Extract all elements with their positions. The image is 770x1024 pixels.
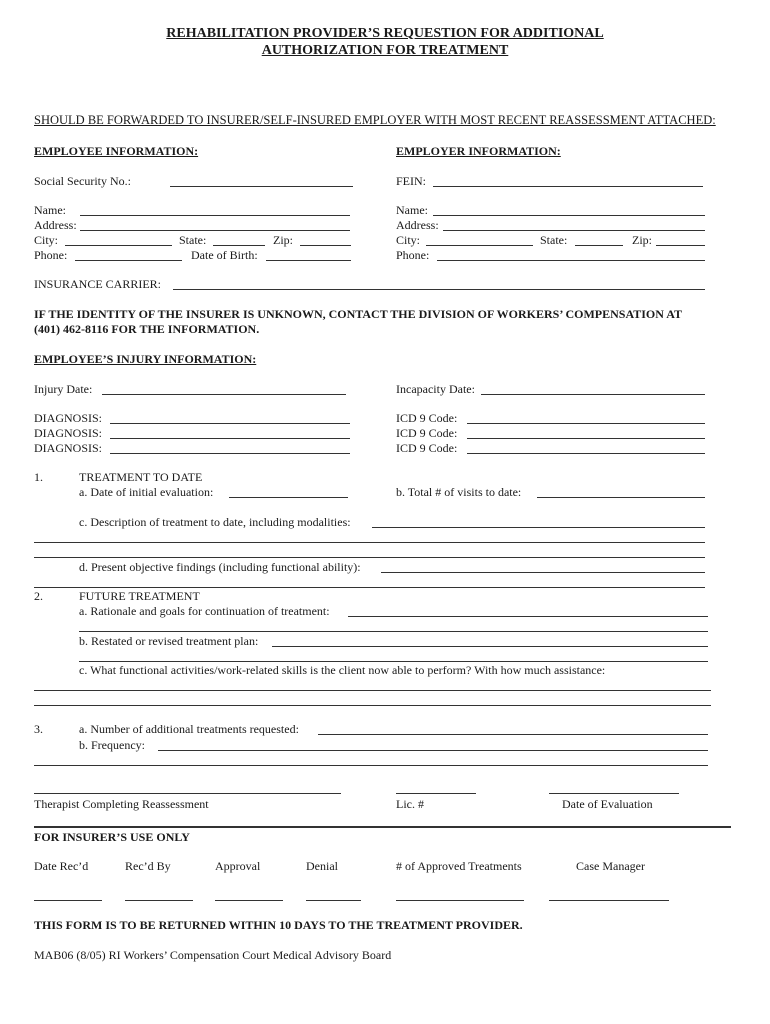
objective-findings-field-1[interactable] [381, 572, 705, 573]
section-2-number: 2. [34, 589, 43, 603]
frequency-field-2[interactable] [34, 765, 708, 766]
employee-state-field[interactable] [213, 245, 265, 246]
recd-by-label: Rec’d By [125, 859, 171, 873]
employee-info-heading: EMPLOYEE INFORMATION: [34, 144, 199, 158]
section-3-number: 3. [34, 722, 43, 736]
frequency-field-1[interactable] [158, 750, 708, 751]
employer-zip-label: Zip: [632, 233, 652, 247]
employee-name-label: Name: [34, 203, 66, 217]
employer-info-heading: EMPLOYER INFORMATION: [396, 144, 561, 158]
employer-address-field[interactable] [443, 230, 705, 231]
icd-field-1[interactable] [467, 423, 705, 424]
employee-zip-label: Zip: [273, 233, 293, 247]
icd-field-3[interactable] [467, 453, 705, 454]
treatment-description-field-3[interactable] [34, 557, 705, 558]
diagnosis-field-3[interactable] [110, 453, 350, 454]
injury-date-label: Injury Date: [34, 382, 93, 396]
total-visits-label: b. Total # of visits to date: [396, 485, 522, 499]
insurer-unknown-notice-line2: (401) 462-8116 FOR THE INFORMATION. [34, 322, 260, 336]
insurance-carrier-field[interactable] [173, 289, 705, 290]
functional-activities-label: c. What functional activities/work-related skills is the client now able to perform? With how much assistance: [79, 663, 606, 677]
incapacity-date-label: Incapacity Date: [396, 382, 475, 396]
employer-state-field[interactable] [575, 245, 623, 246]
recd-by-field[interactable] [125, 900, 193, 901]
therapist-label: Therapist Completing Reassessment [34, 797, 209, 811]
employer-city-label: City: [396, 233, 421, 247]
employee-zip-field[interactable] [300, 245, 351, 246]
diagnosis-field-1[interactable] [110, 423, 350, 424]
icd-label-3: ICD 9 Code: [396, 441, 458, 455]
initial-evaluation-label: a. Date of initial evaluation: [79, 485, 214, 499]
denial-field[interactable] [306, 900, 361, 901]
employee-state-label: State: [179, 233, 207, 247]
icd-field-2[interactable] [467, 438, 705, 439]
license-label: Lic. # [396, 797, 424, 811]
icd-label-2: ICD 9 Code: [396, 426, 458, 440]
rationale-goals-field-1[interactable] [348, 616, 708, 617]
employee-phone-field[interactable] [75, 260, 182, 261]
functional-activities-field-2[interactable] [34, 705, 711, 706]
treatment-plan-field-1[interactable] [272, 646, 708, 647]
treatment-plan-label: b. Restated or revised treatment plan: [79, 634, 259, 648]
icd-label-1: ICD 9 Code: [396, 411, 458, 425]
functional-activities-field-1[interactable] [34, 690, 711, 691]
treatment-description-field-2[interactable] [34, 542, 705, 543]
diagnosis-label-2: DIAGNOSIS: [34, 426, 103, 440]
date-recd-label: Date Rec’d [34, 859, 89, 873]
section-2-heading: FUTURE TREATMENT [79, 589, 200, 603]
form-footer: MAB06 (8/05) RI Workers’ Compensation Court Medical Advisory Board [34, 948, 392, 962]
evaluation-date-field[interactable] [549, 793, 679, 794]
approved-treatments-field[interactable] [396, 900, 524, 901]
section-1-heading: TREATMENT TO DATE [79, 470, 203, 484]
employer-phone-field[interactable] [437, 260, 705, 261]
treatment-plan-field-2[interactable] [79, 661, 708, 662]
approval-label: Approval [215, 859, 261, 873]
employee-dob-label: Date of Birth: [191, 248, 258, 262]
frequency-label: b. Frequency: [79, 738, 145, 752]
employer-name-label: Name: [396, 203, 428, 217]
employee-address-label: Address: [34, 218, 77, 232]
fein-label: FEIN: [396, 174, 426, 188]
insurer-section-divider [34, 826, 731, 828]
denial-label: Denial [306, 859, 338, 873]
employee-city-field[interactable] [65, 245, 172, 246]
case-manager-field[interactable] [549, 900, 669, 901]
diagnosis-label-1: DIAGNOSIS: [34, 411, 103, 425]
ssn-field[interactable] [170, 186, 353, 187]
evaluation-date-label: Date of Evaluation [562, 797, 653, 811]
employer-address-label: Address: [396, 218, 439, 232]
additional-treatments-label: a. Number of additional treatments requested: [79, 722, 299, 736]
employer-city-field[interactable] [426, 245, 533, 246]
rationale-goals-field-2[interactable] [79, 631, 708, 632]
objective-findings-label: d. Present objective findings (including functional ability): [79, 560, 361, 574]
initial-evaluation-field[interactable] [229, 497, 348, 498]
employee-city-label: City: [34, 233, 59, 247]
employer-phone-label: Phone: [396, 248, 430, 262]
employer-name-field[interactable] [433, 215, 705, 216]
ssn-label: Social Security No.: [34, 174, 131, 188]
therapist-signature-field[interactable] [34, 793, 341, 794]
case-manager-label: Case Manager [576, 859, 645, 873]
rationale-goals-label: a. Rationale and goals for continuation of treatment: [79, 604, 330, 618]
insurance-carrier-label: INSURANCE CARRIER: [34, 277, 162, 291]
objective-findings-field-2[interactable] [34, 587, 705, 588]
additional-treatments-field[interactable] [318, 734, 708, 735]
diagnosis-label-3: DIAGNOSIS: [34, 441, 103, 455]
injury-date-field[interactable] [102, 394, 346, 395]
forward-note: SHOULD BE FORWARDED TO INSURER/SELF-INSURED EMPLOYER WITH MOST RECENT REASSESSMENT ATTACHED: [34, 113, 716, 127]
diagnosis-field-2[interactable] [110, 438, 350, 439]
incapacity-date-field[interactable] [481, 394, 705, 395]
approval-field[interactable] [215, 900, 283, 901]
employer-zip-field[interactable] [656, 245, 705, 246]
license-number-field[interactable] [396, 793, 476, 794]
form-title-line1: REHABILITATION PROVIDER’S REQUESTION FOR ADDITIONAL [166, 26, 604, 41]
employee-dob-field[interactable] [266, 260, 351, 261]
date-recd-field[interactable] [34, 900, 102, 901]
return-notice: THIS FORM IS TO BE RETURNED WITHIN 10 DAYS TO THE TREATMENT PROVIDER. [34, 918, 523, 932]
fein-field[interactable] [433, 186, 703, 187]
employer-state-label: State: [540, 233, 568, 247]
insurer-unknown-notice-line1: IF THE IDENTITY OF THE INSURER IS UNKNOWN, CONTACT THE DIVISION OF WORKERS’ COMPENSATION AT [34, 307, 683, 321]
section-1-number: 1. [34, 470, 43, 484]
employee-phone-label: Phone: [34, 248, 68, 262]
approved-treatments-label: # of Approved Treatments [396, 859, 522, 873]
employee-address-field[interactable] [80, 230, 350, 231]
injury-info-heading: EMPLOYEE’S INJURY INFORMATION: [34, 352, 257, 366]
employee-name-field[interactable] [80, 215, 350, 216]
treatment-description-label: c. Description of treatment to date, including modalities: [79, 515, 351, 529]
form-title-line2: AUTHORIZATION FOR TREATMENT [261, 43, 509, 58]
total-visits-field[interactable] [537, 497, 705, 498]
treatment-description-field-1[interactable] [372, 527, 705, 528]
insurer-use-heading: FOR INSURER’S USE ONLY [34, 830, 190, 844]
